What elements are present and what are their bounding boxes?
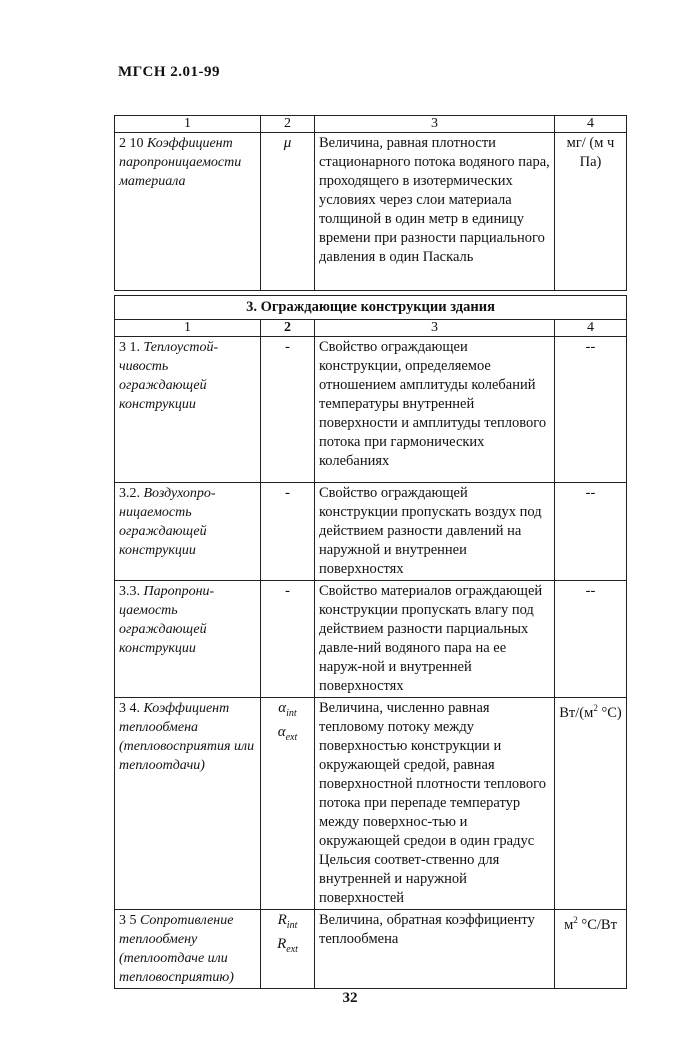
unit-cell: мг/ (м ч Па)	[555, 133, 627, 291]
definition-cell: Свойство материалов ограждающей конструкции пропускать влагу под действием разности парциальных давле-ний водяного пара на ее наруж-ной и внутренней поверхностях	[315, 581, 555, 698]
col-number: 2	[261, 320, 315, 337]
col-number: 1	[115, 320, 261, 337]
term-name: Коэффициент паропроницаемости материала	[119, 136, 242, 189]
symbol-cell	[261, 698, 315, 910]
unit-cell: $Вт/(м^2$ °С)	[555, 698, 627, 910]
term-number: 3 1.	[119, 340, 140, 355]
unit-cell: --	[555, 581, 627, 698]
unit-cell: --	[555, 337, 627, 483]
unit-cell: $м^2$ °С/Вт	[555, 910, 627, 989]
table-row	[115, 483, 627, 581]
term-cell	[115, 698, 261, 910]
col-number: 3	[315, 320, 555, 337]
definition-cell: Свойство ограждающеи конструкции, определяемое отношением амплитуды колебаний температуры внутренней поверхности и амплитуды теплового потока при гармонических колебаниях	[315, 337, 555, 483]
table-row	[115, 910, 627, 989]
table-row	[115, 133, 627, 291]
definitions-table-continued	[114, 115, 627, 291]
definition-cell: Величина, численно равная тепловому потоку между поверхностью конструкции и окружающей средой, равная поверхностной плотности теплового потока при перепаде температур между поверхнос-тью и окружающей средои в один градус Цельсия соответ-ственно для внутренней и наружной поверхностей	[315, 698, 555, 910]
term-number: 3.3.	[119, 584, 140, 599]
column-number-row	[115, 320, 627, 337]
term-number: 2 10	[119, 136, 144, 151]
term-cell	[115, 483, 261, 581]
symbol-cell: -	[261, 483, 315, 581]
term-cell	[115, 581, 261, 698]
term-name: Коэффициент теплообмена (тепловосприятия или теплоотдачи)	[119, 701, 255, 773]
symbol-external: $\alpha_{ext}$	[277, 724, 298, 743]
col-number: 1	[115, 116, 261, 133]
column-number-row	[115, 116, 627, 133]
symbol-cell: μ	[261, 133, 315, 291]
symbol-cell: -	[261, 581, 315, 698]
definition-cell: Величина, равная плотности стационарного потока водяного пара, проходящего в изотермических условиях через слои материала толщиной в один метр в единицу времени при разности парциального давления в один Паскаль	[315, 133, 555, 291]
col-number: 4	[555, 320, 627, 337]
term-number: 3.2.	[119, 486, 140, 501]
term-cell	[115, 133, 261, 291]
symbol-internal: $R_{int}$	[277, 912, 298, 931]
symbol-cell	[261, 910, 315, 989]
symbol-external: $R_{ext}$	[277, 936, 298, 955]
building-envelope-table	[114, 295, 627, 989]
term-number: 3 5	[119, 913, 137, 928]
col-number: 2	[261, 116, 315, 133]
page-number: 32	[342, 990, 358, 1006]
section-title: 3. Ограждающие конструкции здания	[115, 296, 627, 320]
definition-cell: Свойство ограждающей конструкции пропускать воздух под действием разности давлений на наружной и внутреннеи поверхностях	[315, 483, 555, 581]
table-row	[115, 581, 627, 698]
table-row	[115, 337, 627, 483]
term-number: 3 4.	[119, 701, 140, 716]
term-name: Воздухопро-ницаемость ограждающей конструкции	[119, 486, 216, 558]
term-cell	[115, 337, 261, 483]
col-number: 3	[315, 116, 555, 133]
table-row	[115, 698, 627, 910]
term-name: Паропрони-цаемость ограждающей конструкции	[119, 584, 215, 656]
definition-cell: Величина, обратная коэффициенту теплообмена	[315, 910, 555, 989]
symbol-cell: -	[261, 337, 315, 483]
term-name: Теплоустой-чивость ограждающей конструкции	[119, 340, 219, 412]
term-cell	[115, 910, 261, 989]
unit-cell: --	[555, 483, 627, 581]
document-code: МГСН 2.01-99	[118, 64, 220, 80]
term-name: Сопротивление теплообмену (теплоотдаче или тепловосприятию)	[119, 913, 234, 985]
section-title-row	[115, 296, 627, 320]
symbol-internal: $\alpha_{int}$	[278, 700, 297, 719]
col-number: 4	[555, 116, 627, 133]
